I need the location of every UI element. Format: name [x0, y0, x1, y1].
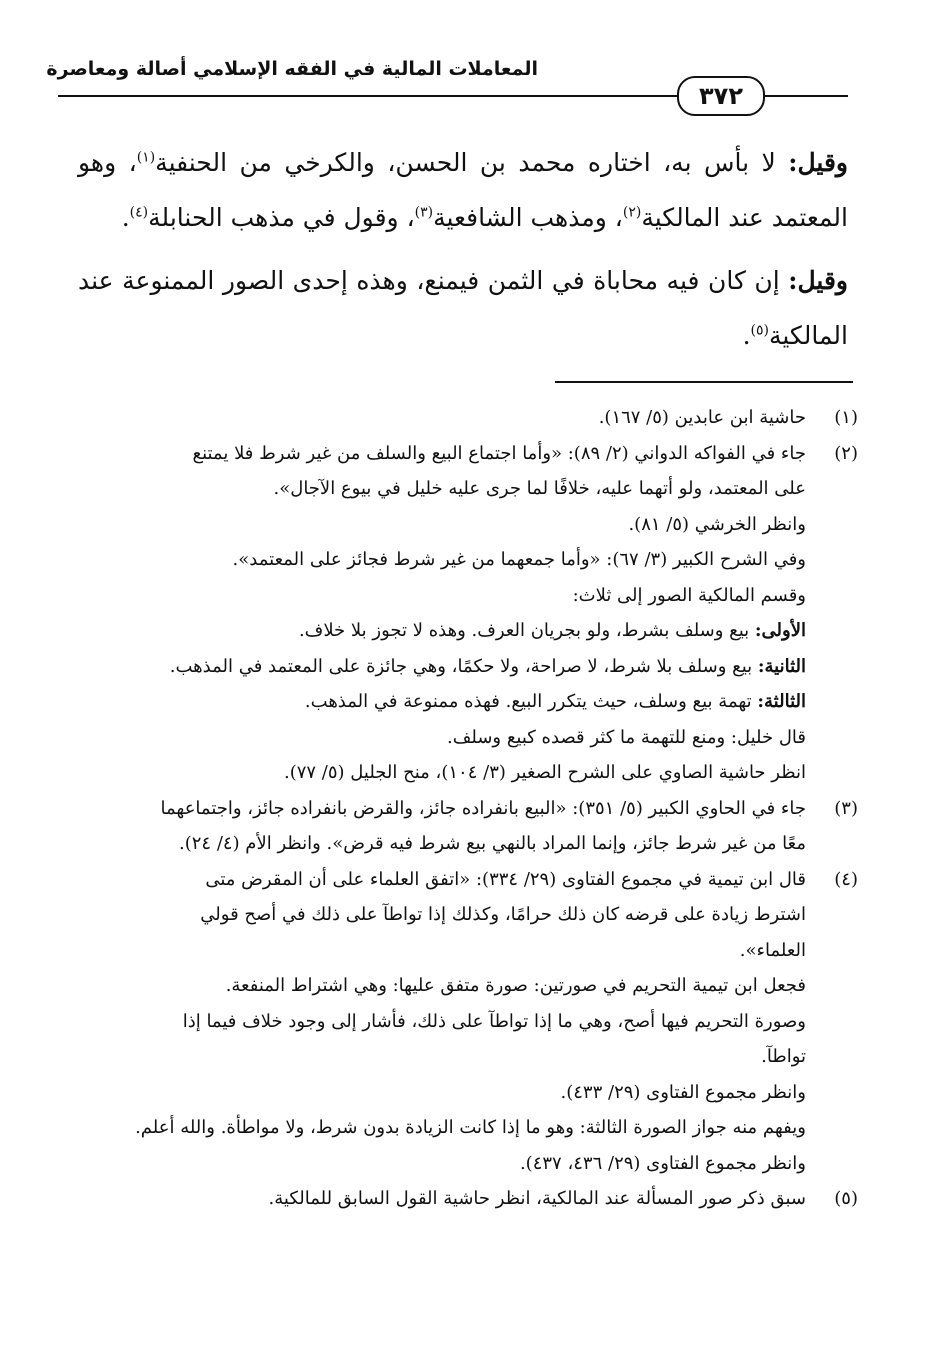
category-label: الثالثة:: [757, 691, 806, 712]
footnote-line: قال ابن تيمية في مجموع الفتاوى (٢٩/ ٣٣٤): «اتفق العلماء على أن المقرض متى: [205, 868, 806, 890]
footnote-line: وفي الشرح الكبير (٣/ ٦٧): «وأما جمعهما من غير شرط فجائز على المعتمد».: [232, 549, 806, 570]
category-text: بيع وسلف بشرط، ولو بجريان العرف. وهذه لا تجوز بلا خلاف.: [298, 620, 755, 641]
paragraph-text: .: [121, 203, 130, 232]
footnote-ref-3[interactable]: (٣): [414, 204, 434, 221]
paragraph-lead: وقيل:: [788, 148, 848, 177]
footnote-line: تواطآ.: [761, 1046, 806, 1067]
paragraph-text: .: [742, 321, 751, 350]
footnote-line: [63, 684, 806, 720]
footnote-line: جاء في الفواكه الدواني (٢/ ٨٩): «وأما اجتماع البيع والسلف من غير شرط فلا يمتنع: [192, 442, 806, 464]
category-label: الأولى:: [754, 620, 806, 641]
footnote-body: [63, 436, 806, 791]
footnote-line: جاء في الحاوي الكبير (٥/ ٣٥١): «البيع بانفراده جائز، والقرض بانفراده جائز، واجتماعهما: [160, 797, 806, 819]
paragraph-text: ، ومذهب الشافعية: [433, 203, 623, 232]
footnote-line: حاشية ابن عابدين (٥/ ١٦٧).: [598, 407, 806, 428]
paragraph-1: [78, 135, 848, 245]
footnote-2: [63, 436, 858, 791]
footnote-body: [63, 1181, 806, 1217]
footnote-ref-1[interactable]: (١): [136, 149, 156, 166]
page-number: ٣٧٢: [677, 76, 765, 116]
paragraph-text: لا بأس به، اختاره محمد بن الحسن، والكرخي من الحنفية: [155, 148, 789, 177]
footnote-body: [63, 791, 806, 862]
footnote-number: (٢): [834, 442, 858, 464]
paragraph-text: ، وهو المعتمد عند المالكية: [78, 148, 848, 232]
footnote-4: [63, 862, 858, 1182]
footnote-line: وانظر مجموع الفتاوى (٢٩/ ٤٣٣).: [560, 1081, 806, 1103]
footnote-line: وقسم المالكية الصور إلى ثلاث:: [572, 584, 806, 606]
footnote-number: (١): [834, 407, 858, 428]
footnote-line: سبق ذكر صور المسألة عند المالكية، انظر حاشية القول السابق للمالكية.: [268, 1188, 806, 1209]
footnote-number: (٣): [834, 797, 858, 819]
category-text: بيع وسلف بلا شرط، لا صراحة، ولا حكمًا، وهي جائزة على المعتمد في المذهب.: [169, 655, 758, 677]
footnote-line: معًا من غير شرط جائز، وإنما المراد بالنهي بيع شرط فيه قرض». وانظر الأم (٤/ ٢٤).: [179, 833, 806, 854]
footnote-number: (٤): [834, 868, 858, 890]
footnote-line: قال خليل: ومنع للتهمة ما كثر قصده كبيع وسلف.: [447, 726, 806, 748]
footnote-separator: [555, 381, 853, 383]
footnote-line: ويفهم منه جواز الصورة الثالثة: وهو ما إذا كانت الزيادة بدون شرط، ولا مواطأة. والله أعلم.: [135, 1117, 806, 1138]
footnote-line: العلماء».: [739, 939, 806, 961]
paragraph-text: ، وقول في مذهب الحنابلة: [148, 203, 415, 232]
paragraph-lead: وقيل:: [788, 266, 848, 295]
main-text: [78, 135, 848, 371]
paragraph-2: [78, 253, 848, 363]
footnote-ref-2[interactable]: (٢): [622, 204, 642, 221]
footnote-5: [63, 1181, 858, 1217]
footnote-1: [63, 400, 858, 436]
category-text: تهمة بيع وسلف، حيث يتكرر البيع. فهذه ممنوعة في المذهب.: [304, 691, 758, 712]
footnote-line: وانظر الخرشي (٥/ ٨١).: [628, 513, 806, 535]
paragraph-text: إن كان فيه محاباة في الثمن فيمنع، وهذه إحدى الصور الممنوعة عند المالكية: [78, 266, 848, 350]
footnote-body: [63, 400, 806, 436]
footnote-ref-4[interactable]: (٤): [129, 204, 149, 221]
footnote-line: على المعتمد، ولو أتهما عليه، خلافًا لما جرى عليه خليل في بيوع الآجال».: [273, 478, 806, 499]
category-label: الثانية:: [757, 655, 806, 677]
footnote-body: [63, 862, 806, 1182]
footnote-line: وصورة التحريم فيها أصح، وهي ما إذا تواطآ على ذلك، فأشار إلى وجود خلاف فيما إذا: [182, 1010, 806, 1032]
footnotes: [63, 400, 858, 1217]
footnote-3: [63, 791, 858, 862]
running-header-title: المعاملات المالية في الفقه الإسلامي أصالة ومعاصرة: [46, 58, 538, 80]
footnote-ref-5[interactable]: (٥): [750, 322, 769, 339]
footnote-number: (٥): [834, 1188, 858, 1209]
footnote-line: انظر حاشية الصاوي على الشرح الصغير (٣/ ١٠٤)، منح الجليل (٥/ ٧٧).: [283, 762, 806, 783]
footnote-line: وانظر مجموع الفتاوى (٢٩/ ٤٣٦، ٤٣٧).: [519, 1152, 806, 1174]
footnote-line: [63, 613, 806, 649]
footnote-line: فجعل ابن تيمية التحريم في صورتين: صورة متفق عليها: وهي اشتراط المنفعة.: [225, 975, 806, 996]
footnote-line: اشترط زيادة على قرضه كان ذلك حرامًا، وكذلك إذا تواطآ على ذلك في أصح قولي: [200, 904, 806, 925]
footnote-line: [63, 649, 806, 685]
